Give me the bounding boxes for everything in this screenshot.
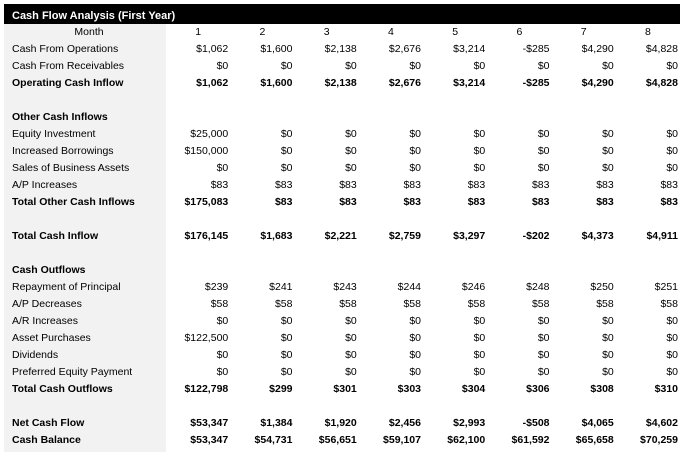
value-cell: $83 — [467, 179, 486, 191]
value-cell: $2,456 — [388, 417, 421, 429]
value-cell: $58 — [210, 298, 229, 310]
value-cell: $0 — [537, 349, 550, 361]
value-cell: $0 — [602, 315, 614, 327]
value-cell: $58 — [531, 298, 550, 310]
month-header-5: 5 — [452, 26, 459, 38]
value-cell: $243 — [333, 281, 357, 293]
value-cell: $54,731 — [254, 434, 293, 446]
value-cell: $301 — [333, 383, 357, 395]
value-cell: $1,062 — [196, 77, 229, 89]
value-cell: $303 — [397, 383, 421, 395]
month-header-6: 6 — [516, 26, 523, 38]
value-cell: $62,100 — [447, 434, 486, 446]
value-cell: $0 — [280, 332, 293, 344]
value-cell: $0 — [345, 162, 357, 174]
value-cell: $0 — [666, 315, 678, 327]
value-cell: $122,500 — [184, 332, 229, 344]
row-equity-investment — [4, 126, 680, 143]
value-cell: $83 — [531, 196, 550, 208]
row-cash-from-receivables — [4, 58, 680, 75]
row-label: A/R Increases — [12, 315, 78, 327]
value-cell: $0 — [280, 315, 293, 327]
value-cell: $299 — [269, 383, 293, 395]
value-cell: $244 — [397, 281, 421, 293]
value-cell: $0 — [216, 315, 229, 327]
value-cell: $4,828 — [645, 43, 678, 55]
value-cell: $0 — [602, 128, 614, 140]
value-cell: $0 — [473, 60, 486, 72]
row-other-cash-inflows — [4, 109, 680, 126]
month-header-8: 8 — [644, 26, 651, 38]
value-cell: $3,214 — [453, 77, 486, 89]
value-cell — [295, 262, 359, 279]
value-cell: $0 — [409, 60, 421, 72]
value-cell: -$285 — [522, 43, 550, 55]
row-dividends — [4, 347, 680, 364]
value-cell: $250 — [590, 281, 614, 293]
value-cell: $58 — [467, 298, 486, 310]
row-total-other-cash-inflows — [4, 194, 680, 211]
value-cell: $0 — [666, 128, 678, 140]
value-cell: $0 — [473, 366, 486, 378]
value-cell: $2,676 — [388, 43, 421, 55]
value-cell: $0 — [345, 60, 357, 72]
value-cell: -$202 — [522, 230, 550, 242]
value-cell: $0 — [537, 315, 550, 327]
value-cell: $0 — [409, 128, 421, 140]
value-cell: $0 — [473, 162, 486, 174]
value-cell — [166, 109, 230, 126]
value-cell: $0 — [409, 162, 421, 174]
value-cell: $248 — [526, 281, 550, 293]
value-cell: $58 — [274, 298, 293, 310]
row-label: Total Other Cash Inflows — [12, 196, 135, 208]
value-cell: $0 — [537, 145, 550, 157]
value-cell: $4,065 — [581, 417, 614, 429]
value-cell: $4,602 — [645, 417, 678, 429]
value-cell: $4,828 — [645, 77, 678, 89]
value-cell: $83 — [467, 196, 486, 208]
row-label: Dividends — [12, 349, 59, 361]
value-cell: $0 — [473, 349, 486, 361]
month-header-3: 3 — [323, 26, 330, 38]
value-cell: $0 — [473, 145, 486, 157]
month-header-2: 2 — [259, 26, 266, 38]
month-header-label: Month — [74, 26, 104, 38]
value-cell: $83 — [531, 179, 550, 191]
month-header-4: 4 — [387, 26, 394, 38]
value-cell: $251 — [654, 281, 678, 293]
value-cell — [359, 109, 423, 126]
value-cell: $0 — [602, 366, 614, 378]
row-label: Increased Borrowings — [12, 145, 114, 157]
spacer-cell — [4, 398, 680, 415]
value-cell: $0 — [537, 128, 550, 140]
value-cell: $2,221 — [324, 230, 357, 242]
value-cell — [487, 262, 551, 279]
value-cell: $83 — [403, 196, 421, 208]
row-cash-balance — [4, 432, 680, 449]
value-cell: $0 — [280, 145, 293, 157]
value-cell: $0 — [666, 162, 678, 174]
value-cell: $65,658 — [575, 434, 614, 446]
value-cell: $83 — [210, 179, 229, 191]
value-cell: $1,683 — [260, 230, 293, 242]
value-cell: $83 — [660, 196, 678, 208]
value-cell: $0 — [345, 332, 357, 344]
row-label: Net Cash Flow — [12, 417, 85, 429]
value-cell: $0 — [537, 162, 550, 174]
row-label: Repayment of Principal — [12, 281, 121, 293]
row-label: Cash Balance — [12, 434, 81, 446]
value-cell: $0 — [666, 60, 678, 72]
sheet-title: Cash Flow Analysis (First Year) — [4, 4, 680, 24]
value-cell: $0 — [345, 315, 357, 327]
value-cell: $83 — [339, 196, 357, 208]
value-cell — [359, 262, 423, 279]
value-cell: $4,290 — [581, 43, 614, 55]
value-cell: $0 — [666, 349, 678, 361]
spreadsheet — [4, 4, 680, 452]
row-asset-purchases — [4, 330, 680, 347]
row-label: Operating Cash Inflow — [12, 77, 124, 89]
value-cell: $4,373 — [581, 230, 614, 242]
value-cell: $2,138 — [324, 77, 357, 89]
value-cell: $70,259 — [640, 434, 678, 446]
value-cell: $53,347 — [190, 417, 229, 429]
value-cell: $58 — [660, 298, 678, 310]
value-cell: $61,592 — [511, 434, 550, 446]
value-cell — [423, 262, 487, 279]
value-cell: $0 — [473, 315, 486, 327]
value-cell: $0 — [602, 162, 614, 174]
value-cell: $2,676 — [388, 77, 421, 89]
value-cell: $0 — [280, 366, 293, 378]
row-label: Total Cash Inflow — [12, 230, 99, 242]
value-cell: $58 — [596, 298, 614, 310]
row-label: Sales of Business Assets — [12, 162, 130, 174]
value-cell: $2,759 — [388, 230, 421, 242]
value-cell: $59,107 — [383, 434, 421, 446]
value-cell: $1,384 — [260, 417, 293, 429]
value-cell: $83 — [596, 179, 614, 191]
value-cell: $0 — [473, 332, 486, 344]
spacer-row — [4, 211, 680, 228]
value-cell: $4,911 — [646, 230, 678, 242]
spacer-row — [4, 245, 680, 262]
row-cash-from-operations — [4, 41, 680, 58]
value-cell: $0 — [409, 366, 421, 378]
value-cell: $1,062 — [196, 43, 229, 55]
row-a-p-increases — [4, 177, 680, 194]
value-cell: $0 — [280, 162, 293, 174]
value-cell: $0 — [345, 366, 357, 378]
value-cell: $0 — [409, 145, 421, 157]
value-cell: $150,000 — [184, 145, 229, 157]
row-label: Asset Purchases — [12, 332, 91, 344]
row-sales-of-business-assets — [4, 160, 680, 177]
row-operating-cash-inflow — [4, 75, 680, 92]
value-cell: $0 — [537, 332, 550, 344]
spacer-row — [4, 398, 680, 415]
value-cell: $306 — [526, 383, 550, 395]
value-cell: $83 — [596, 196, 614, 208]
row-cash-outflows — [4, 262, 680, 279]
value-cell: $241 — [269, 281, 293, 293]
value-cell — [487, 109, 551, 126]
value-cell — [616, 109, 680, 126]
row-a-r-increases — [4, 313, 680, 330]
value-cell: $0 — [602, 145, 614, 157]
value-cell: $58 — [339, 298, 357, 310]
value-cell: $304 — [461, 383, 486, 395]
value-cell: $0 — [666, 366, 678, 378]
value-cell: $308 — [590, 383, 614, 395]
value-cell: $0 — [280, 349, 293, 361]
row-label: Cash From Operations — [12, 43, 119, 55]
value-cell: -$285 — [522, 77, 550, 89]
row-label: A/P Increases — [12, 179, 78, 191]
value-cell — [295, 109, 359, 126]
value-cell: $0 — [666, 145, 678, 157]
value-cell: -$508 — [522, 417, 550, 429]
value-cell: $83 — [274, 179, 293, 191]
cash-flow-table — [4, 24, 680, 449]
value-cell: $3,297 — [453, 230, 486, 242]
value-cell — [423, 109, 487, 126]
row-label: Other Cash Inflows — [12, 111, 108, 123]
value-cell: $0 — [216, 366, 229, 378]
value-cell: $0 — [473, 128, 486, 140]
value-cell: $0 — [345, 128, 357, 140]
value-cell: $83 — [660, 179, 678, 191]
value-cell: $83 — [403, 179, 421, 191]
value-cell — [552, 262, 616, 279]
value-cell: $310 — [654, 383, 678, 395]
row-label: Cash Outflows — [12, 264, 86, 276]
value-cell: $3,214 — [453, 43, 486, 55]
row-label: Cash From Receivables — [12, 60, 125, 72]
row-increased-borrowings — [4, 143, 680, 160]
value-cell — [552, 109, 616, 126]
row-a-p-decreases — [4, 296, 680, 313]
value-cell: $1,600 — [260, 43, 293, 55]
value-cell: $122,798 — [184, 383, 229, 395]
value-cell: $239 — [204, 281, 229, 293]
value-cell: $25,000 — [190, 128, 229, 140]
value-cell: $2,993 — [453, 417, 486, 429]
value-cell — [166, 262, 230, 279]
value-cell: $56,651 — [318, 434, 357, 446]
row-total-cash-outflows — [4, 381, 680, 398]
month-header-7: 7 — [580, 26, 587, 38]
value-cell: $0 — [409, 349, 421, 361]
value-cell: $246 — [461, 281, 486, 293]
spacer-cell — [4, 245, 680, 262]
value-cell: $0 — [537, 366, 550, 378]
row-label: A/P Decreases — [12, 298, 82, 310]
value-cell: $83 — [339, 179, 357, 191]
value-cell: $53,347 — [190, 434, 229, 446]
value-cell: $0 — [537, 60, 550, 72]
value-cell: $1,600 — [260, 77, 293, 89]
value-cell: $0 — [602, 60, 614, 72]
row-label: Preferred Equity Payment — [12, 366, 133, 378]
value-cell: $0 — [216, 349, 229, 361]
month-header-row — [4, 24, 680, 41]
row-total-cash-inflow — [4, 228, 680, 245]
value-cell: $0 — [280, 128, 293, 140]
row-net-cash-flow — [4, 415, 680, 432]
row-label: Equity Investment — [12, 128, 96, 140]
value-cell: $0 — [345, 145, 357, 157]
row-preferred-equity-payment — [4, 364, 680, 381]
value-cell: $0 — [280, 60, 293, 72]
value-cell: $0 — [409, 332, 421, 344]
value-cell: $175,083 — [184, 196, 229, 208]
spacer-cell — [4, 211, 680, 228]
value-cell — [230, 262, 294, 279]
value-cell: $0 — [666, 332, 678, 344]
spacer-cell — [4, 92, 680, 109]
value-cell: $0 — [345, 349, 357, 361]
value-cell — [616, 262, 680, 279]
value-cell: $0 — [216, 60, 229, 72]
value-cell: $58 — [403, 298, 421, 310]
row-repayment-of-principal — [4, 279, 680, 296]
value-cell: $176,145 — [184, 230, 229, 242]
value-cell: $0 — [216, 162, 229, 174]
month-header-1: 1 — [195, 26, 202, 38]
value-cell — [230, 109, 294, 126]
row-label: Total Cash Outflows — [12, 383, 113, 395]
value-cell: $4,290 — [581, 77, 614, 89]
value-cell: $2,138 — [324, 43, 357, 55]
value-cell: $0 — [602, 332, 614, 344]
value-cell: $83 — [274, 196, 293, 208]
value-cell: $1,920 — [324, 417, 357, 429]
spacer-row — [4, 92, 680, 109]
value-cell: $0 — [409, 315, 421, 327]
value-cell: $0 — [602, 349, 614, 361]
